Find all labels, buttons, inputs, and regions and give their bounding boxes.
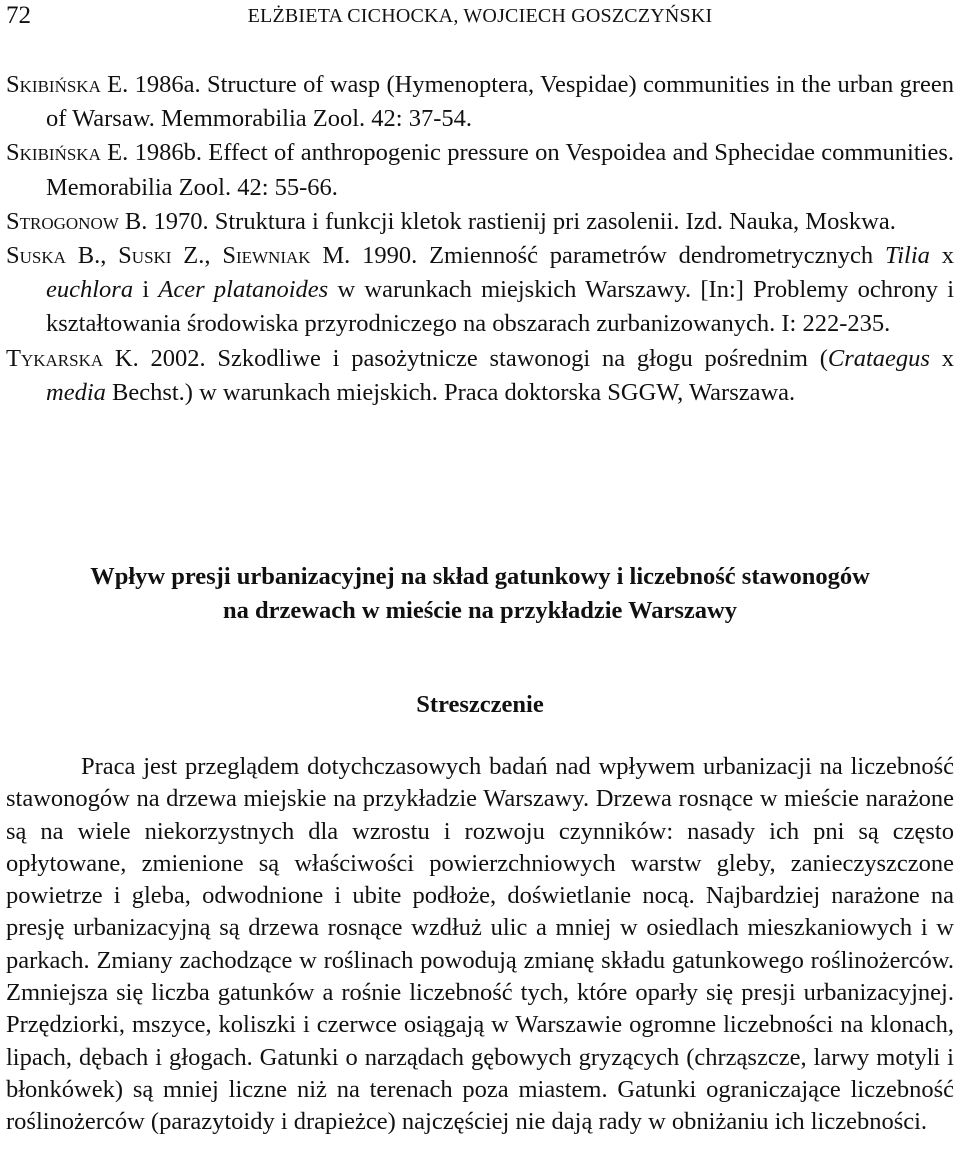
page-number: 72 [6, 2, 31, 29]
reference-item [6, 136, 954, 204]
abstract-text: Praca jest przeglądem dotychczasowych badań nad wpływem urbanizacji na liczebność stawonogów na drzewa miejskie na przykładzie Warszawy. Drzewa rosnące w mieście narażone są na wiele niekorzystnych dla wzrostu i rozwoju czynników: nasady ich pni są często opłytowane, zmienione są właściwości powierzchniowych warstw gleby, zanieczyszczone powietrze i gleba, odwodnione i ubite podłoże, doświetlanie nocą. Najbardziej narażone na presję urbanizacyjną są drzewa rosnące wzdłuż ulic a mniej w osiedlach mieszkaniowych i w parkach. Zmiany zachodzące w roślinach powodują zmianę składu gatunkowego roślinożerców. Zmniejsza się liczba gatunków a rośnie liczebność tych, które oparły się presji urbanizacyjnej. Przędziorki, mszyce, koliszki i czerwce osiągają w Warszawie ogromne liczebności na klonach, lipach, dębach i głogach. Gatunki o narządach gębowych gryzących (chrząszcze, larwy motyli i błonkówek) są mniej liczne niż na terenach poza miastem. Gatunki ograniczające liczebność roślinożerców (parazytoidy i drapieżce) najczęściej nie dają rady w obniżaniu ich liczebności. [6, 753, 954, 1136]
reference-text: Bechst.) w warunkach miejskich. Praca doktorska SGGW, Warszawa. [105, 378, 796, 406]
reference-text: x [929, 344, 954, 372]
reference-author: Suski Z. [118, 242, 205, 270]
reference-text: 1986a. Structure of wasp (Hymenoptera, Vespidae) communities in the urban green of Warsaw. Memmorabilia Zool. 42: 37-54. [46, 71, 955, 133]
reference-author: Strogonow B. [6, 207, 148, 235]
article-title-line: na drzewach w mieście na przykładzie Warszawy [223, 597, 737, 624]
reference-author: Siewniak M. [222, 242, 351, 270]
reference-text: 1990. Zmienność parametrów dendrometrycznych [350, 242, 885, 270]
article-title [6, 560, 954, 628]
page-header [6, 2, 954, 34]
reference-item [6, 68, 954, 136]
reference-separator: , [100, 242, 119, 270]
species-name: Crataegus [827, 344, 930, 372]
species-name: Acer platanoides [158, 276, 329, 304]
reference-item [6, 205, 954, 239]
reference-text: 1986b. Effect of anthropogenic pressure on Vespoidea and Sphecidae communities. Memorabilia Zool. 42: 55-66. [46, 139, 954, 201]
reference-separator: , [204, 242, 223, 270]
reference-author: Skibińska E. [6, 71, 129, 98]
reference-author: Suska B. [6, 242, 101, 270]
reference-item [6, 342, 954, 410]
article-title-line: Wpływ presji urbanizacyjnej na skład gatunkowy i liczebność stawonogów [90, 563, 870, 590]
reference-text: 1970. Struktura i funkcji kletok rastienij pri zasolenii. Izd. Nauka, Moskwa. [153, 207, 896, 235]
reference-text: x [929, 242, 954, 270]
reference-text: 2002. Szkodliwe i pasożytnicze stawonogi na głogu pośrednim ( [138, 344, 828, 372]
species-name: media [46, 378, 106, 406]
running-head: ELŻBIETA CICHOCKA, WOJCIECH GOSZCZYŃSKI [247, 5, 713, 27]
reference-text: w warunkach miejskich Warszawy. [In:] Problemy ochrony i kształtowania środowiska przyrodniczego na obszarach zurbanizowanych. I: 222-235. [46, 276, 954, 338]
reference-list [6, 68, 954, 410]
section-heading: Streszczenie [416, 691, 544, 718]
species-name: Tilia [884, 242, 930, 270]
reference-item [6, 239, 954, 342]
reference-text: i [133, 276, 159, 304]
species-name: euchlora [46, 276, 134, 304]
reference-author: Tykarska K. [6, 344, 139, 372]
reference-author: Skibińska E. [6, 139, 129, 167]
